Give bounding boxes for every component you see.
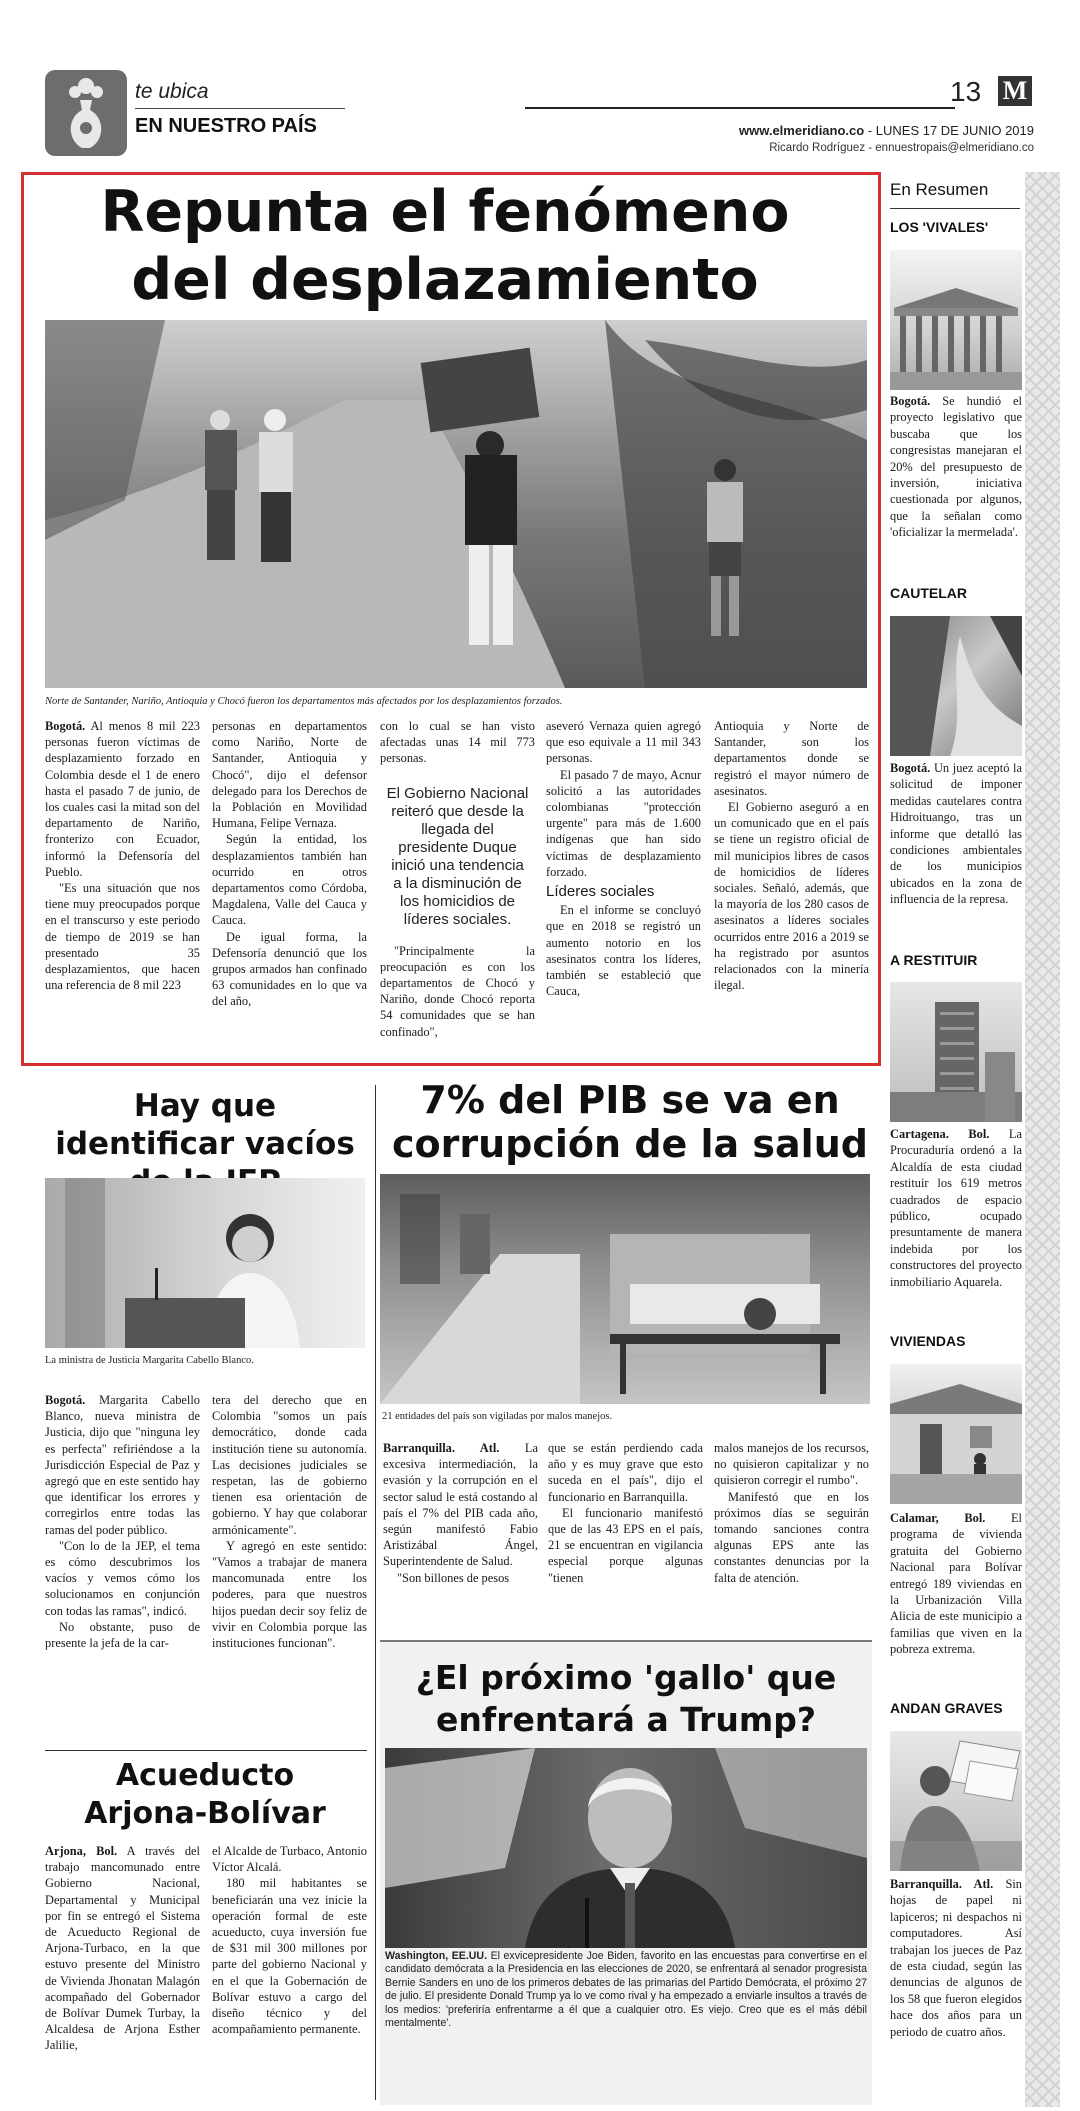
trump-caption — [385, 1950, 867, 2030]
lead-story-photo — [45, 320, 867, 688]
acueducto-col-2 — [212, 1843, 367, 2105]
lead-story-col-1 — [45, 718, 200, 1058]
header-kicker: te ubica — [135, 80, 209, 103]
sidebar-title: En Resumen — [890, 180, 989, 199]
paragraph: Manifestó que en los próximos días se seguirán tomando sanciones contra algunas EPS ante las constantes denuncias por la falta de atención. — [714, 1489, 869, 1585]
header-dateline: www.elmeridiano.co - LUNES 17 DE JUNIO 2019 — [738, 123, 1034, 138]
paragraph: El Gobierno aseguró a en un comunicado que en el país se tiene un registro oficial de mil municipios libres de casos de homicidios de líderes sociales. Señaló, además, que la mayoría de los 280 casos de asesinatos a líderes sociales ocurridos entre 2016 a 2019 se ha registrado por asuntos relacionados con la minería ilegal. — [714, 800, 869, 993]
divider — [890, 208, 1020, 209]
paragraph: "Es una situación que nos tiene muy preocupados porque en el transcurso y este periodo de tiempo de 2019 se han presentado 35 desplazamientos, que hacen una referencia de 8 mil 223 — [45, 881, 200, 993]
dateline: Barranquilla. Atl. — [890, 1877, 994, 1891]
pib-caption: 21 entidades del país son vigiladas por malos manejos. — [382, 1411, 613, 1422]
acueducto-col-1 — [45, 1843, 200, 2105]
lead-story-col-2 — [212, 718, 367, 1058]
paragraph: Margarita Cabello Blanco, nueva ministra de Justicia, dijo que "ninguna ley es perfecta" refiriéndose a la Jurisdicción Especial de Paz y agregó que en este sentido hay que identificar los errores y corregirlos entre todas las ramas del poder público. — [45, 1393, 200, 1537]
dateline: Bogotá. — [45, 719, 86, 733]
pib-col-1 — [383, 1440, 538, 1618]
sidebar-item-text — [890, 1510, 1022, 1685]
brand-logo — [998, 76, 1032, 106]
pib-col-3 — [714, 1440, 869, 1618]
brand-logo-letter: M — [1002, 76, 1028, 105]
site-url[interactable]: www.elmeridiano.co — [738, 123, 865, 138]
paragraph: "Son billones de pesos — [397, 1570, 510, 1585]
subhead: Líderes sociales — [546, 883, 655, 901]
sidebar-photo-judge — [890, 1731, 1022, 1871]
page-number: 13 — [950, 76, 982, 107]
jep-col-2 — [212, 1392, 367, 1736]
dateline: Bogotá. — [45, 1393, 86, 1407]
dateline: Arjona, Bol. — [45, 1844, 118, 1858]
sidebar-photo-dam — [890, 616, 1022, 756]
section-logo — [45, 70, 127, 156]
paragraph: Y agregó en este sentido: "Vamos a trabajar de manera mancomunada entre los poderes, para que nuestros hijos puedan decir soy feliz de vivir en Colombia porque las instituciones funcionan". — [212, 1538, 367, 1651]
paragraph: que se están perdiendo cada año y es muy grave que esto suceda en el país", dijo el funcionario en Barranquilla. — [548, 1441, 703, 1504]
paragraph: tera del derecho que en Colombia "somos un país democrático, donde cada institución tiene su autonomía. Las decisiones judiciales se respetan, las de gobierno tienen esa orientación de gobierno. Y hay que colaborar armónicamente". — [212, 1393, 367, 1537]
sidebar-section-label: CAUTELAR — [890, 585, 967, 601]
sidebar-item-text — [890, 1876, 1022, 2101]
lead-story-headline: Repunta el fenómeno del desplazamiento — [100, 179, 790, 313]
vase-icon — [45, 70, 127, 156]
paragraph: La excesiva intermediación, la evasión y la corrupción en el sector salud le está costando al país el 7% del PIB cada año, según manifestó Fabio Aristizábal Ángel, Superintendente de Salud. — [383, 1441, 538, 1569]
jep-headline: Hay que identificar vacíos — [55, 1088, 355, 1162]
divider — [45, 1750, 367, 1751]
paragraph: El funcionario manifestó que de las 43 EPS en el país, 21 se encuentran en vigilancia especial porque algunas "tienen — [548, 1505, 703, 1585]
paragraph: "Con lo de la JEP, el tema es cómo descubrimos los vacíos y vemos cómo los solucionamos en conjunción con todas las ramas", indicó. — [45, 1538, 200, 1618]
sidebar-section-label: LOS 'VIVALES' — [890, 219, 989, 235]
sidebar-section-label: VIVIENDAS — [890, 1333, 966, 1349]
pib-col-2 — [548, 1440, 703, 1618]
paragraph: Sin hojas de papel ni lapiceros; ni despachos ni computadores. Así trabajan los jueces de Paz de esta ciudad, según las denuncias de algunos de los 58 que fueron elegidos hace dos años para un periodo de cuatro años. — [890, 1877, 1022, 2039]
paragraph: En el informe se concluyó que en 2018 se registró un aumento notorio en los asesinatos contra los líderes, también se estableció que Cauca, — [546, 903, 701, 999]
paragraph: "Principalmente la preocupación es con los departamentos de Chocó y Nariño, donde Chocó reporta 54 comunidades que se han confinado", — [380, 943, 535, 1039]
column-divider — [375, 1085, 376, 2100]
dateline: Cartagena. Bol. — [890, 1127, 990, 1141]
paragraph: No obstante, puso de presente la jefa de la car- — [45, 1619, 200, 1651]
sidebar-item-text — [890, 1126, 1022, 1316]
paragraph: 180 mil habitantes se beneficiarán una vez inicie la operación formal de este acueducto, cuya inversión fue de $31 mil 300 millones por parte del gobierno Nacional y en el que la Gobernación de Bolívar estuvo a cargo del diseño técnico y del acompañamiento permanente. — [212, 1876, 367, 2037]
dateline: Washington, EE.UU. — [385, 1950, 488, 1962]
paragraph: malos manejos de los recursos, no quisieron capitalizar y no quisieron corregir el rumbo". — [714, 1441, 869, 1488]
sidebar-section-label: A RESTITUIR — [890, 952, 978, 968]
dateline: Bogotá. — [890, 761, 931, 775]
lead-story-col-5 — [714, 718, 869, 1058]
jep-caption: La ministra de Justicia Margarita Cabello Blanco. — [45, 1355, 254, 1366]
dateline: Bogotá. — [890, 394, 931, 408]
acueducto-headline: Acueducto Arjona-Bolívar — [84, 1758, 326, 1831]
lead-story-col-3 — [380, 718, 535, 1058]
paragraph: El programa de vivienda gratuita del Gobierno Nacional para Bolívar entregó 189 viviendas en la Urbanización Villa Alicia de este municipio a familias que viven en la pobreza extrema. — [890, 1511, 1022, 1657]
sidebar-item-text — [890, 760, 1022, 935]
paragraph: aseveró Vernaza quien agregó que eso equivale a 11 mil 343 personas. — [546, 719, 701, 766]
paragraph: A través del trabajo mancomunado entre Gobierno Nacional, Departamental y Municipal por fin se entregó el Sistema de Acueducto Regional de Arjona-Turbaco, en la que estuvo presente del Ministro de Vivienda Jhonatan Malagón acompañado del Gobernador de Bolívar Dumek Turbay, la Alcaldesa de Arjona Esther Jalilie, — [45, 1844, 200, 2053]
jep-col-1 — [45, 1392, 200, 1736]
paragraph: De igual forma, la Defensoría denunció que los grupos armados han confinado 63 comunidades en lo que va del año, — [212, 929, 367, 1009]
paragraph: Un juez aceptó la solicitud de imponer medidas cautelares contra Hidroituango, tras un informe que detalló las condiciones ambientales de los municipios ubicados en la zona de influencia de la represa. — [890, 761, 1022, 907]
paragraph: personas en departamentos como Nariño, Norte de Santander, Antioquia y Chocó", dijo el defensor delegado para los Derechos de la Población en Movilidad Humana, Felipe Vernaza. — [212, 719, 367, 831]
paragraph: Según la entidad, los desplazamientos también han ocurrido en otros departamentos como Córdoba, Magdalena, Valle del Cauca y Cauca. — [212, 832, 367, 928]
jep-photo — [45, 1178, 365, 1348]
paragraph: con lo cual se han visto afectadas unas 14 mil 773 personas. — [380, 719, 535, 766]
paragraph: el Alcalde de Turbaco, Antonio Víctor Alcalá. — [212, 1844, 367, 1875]
header-kicker-rule — [135, 108, 345, 109]
pib-headline: 7% del PIB se va en corrupción de la salud — [392, 1078, 868, 1166]
paragraph: La Procuraduría ordenó a la Alcaldía de esta ciudad restituir los 619 metros cuadrados de espacio público, ocupado presuntamente de manera indebida por los constructores del proyecto inmobiliario Aquarela. — [890, 1127, 1022, 1289]
sidebar-photo-tower — [890, 982, 1022, 1122]
sidebar-photo-houses — [890, 1364, 1022, 1504]
sidebar-pattern — [1025, 172, 1060, 2107]
trump-photo — [385, 1748, 867, 1948]
caption-text: El exvicepresidente Joe Biden, favorito en las encuestas para convertirse en el candidato demócrata a la Presidencia en las elecciones de 2020, se enfrentará al senador progresista Bernie Sanders en uno de los primeros debates de las primarias del Partido Demócrata, el próximo 27 de julio. El presidente Donald Trump ya lo ve como rival y ha empezado a enviarle insultos a través de los medios: 'preferiría enfrentarme a él que a cualquier otro. Es viejo. Creo que es el más débil mentalmente'. — [385, 1950, 867, 2030]
header-rule — [525, 107, 955, 109]
paragraph: El pasado 7 de mayo, Acnur solicitó a las autoridades colombianas "protección urgente" para más de 1.600 indígenas que han sido víctimas de desplazamiento forzado. — [546, 767, 701, 879]
pib-photo — [380, 1174, 870, 1404]
trump-headline: ¿El próximo 'gallo' que enfrentará a Trump? — [415, 1658, 837, 1739]
sidebar-item-text — [890, 393, 1022, 568]
header-byline: Ricardo Rodríguez - ennuestropais@elmeridiano.co — [769, 142, 1034, 154]
dateline: Barranquilla. Atl. — [383, 1441, 500, 1455]
pull-quote: El Gobierno Nacional reiteró que desde la llegada del presidente Duque inició una tendencia a la disminución de los homicidios de líderes sociales. — [386, 784, 529, 928]
sidebar-section-label: ANDAN GRAVES — [890, 1700, 1003, 1716]
dateline: Calamar, Bol. — [890, 1511, 986, 1525]
paragraph: Al menos 8 mil 223 personas fueron víctimas de desplazamiento forzado en Colombia desde el 1 de enero hasta el pasado 7 de junio, de los cuales casi la mitad son del departamento de Nariño, fronterizo con Ecuador, informó la Defensoría del Pueblo. — [45, 719, 200, 879]
paragraph: Antioquia y Norte de Santander, son los departamentos donde se registró el mayor número de asesinatos. — [714, 719, 869, 798]
issue-date: LUNES 17 DE JUNIO 2019 — [875, 123, 1034, 138]
sidebar-photo-congress — [890, 250, 1022, 390]
paragraph: Se hundió el proyecto legislativo que buscaba que los congresistas manejaran el 20% del presupuesto de inversión, iniciativa cuestionada por algunos, que la señalan como 'oficializar la mermelada'. — [890, 394, 1022, 540]
lead-story-col-4 — [546, 718, 701, 1058]
section-title: EN NUESTRO PAÍS — [135, 115, 317, 137]
lead-story-caption: Norte de Santander, Nariño, Antioquia y Chocó fueron los departamentos más afectados por los desplazamientos forzados. — [45, 696, 563, 707]
